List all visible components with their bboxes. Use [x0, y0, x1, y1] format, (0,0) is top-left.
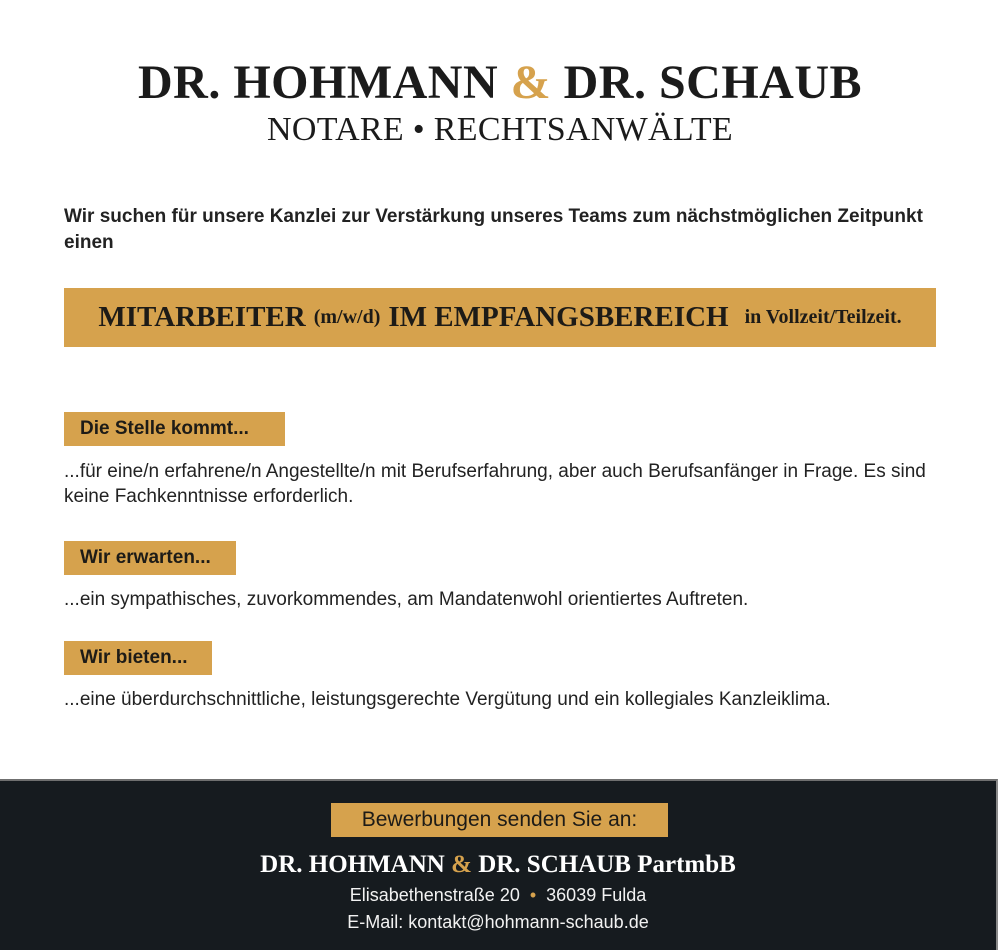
- separator-dot-icon: •: [529, 885, 537, 905]
- letterhead: [0, 56, 1000, 150]
- firm-subtitle: NOTARE • RECHTSANWÄLTE: [267, 111, 733, 148]
- apply-label: Bewerbungen senden Sie an:: [331, 803, 668, 837]
- section-text-position: ...für eine/n erfahrene/n Angestellte/n mit Berufserfahrung, aber auch Berufsanfänger in Frage. Es sind keine Fachkenntnisse erforderlich.: [64, 461, 926, 507]
- contact-footer: [0, 779, 998, 950]
- section-text-offer: ...eine überdurchschnittliche, leistungsgerechte Vergütung und ein kollegiales Kanzleiklima.: [64, 689, 831, 710]
- firm-name-part1: DR. HOHMANN: [138, 56, 511, 109]
- firm-name: [0, 56, 1000, 110]
- job-title-part2: IM EMPFANGSBEREICH: [388, 301, 729, 333]
- section-tag-expectations: Wir erwarten...: [64, 541, 236, 575]
- footer-email[interactable]: E-Mail: kontakt@hohmann-schaub.de: [347, 912, 649, 932]
- schedule-note: in Vollzeit/Teilzeit.: [744, 306, 902, 328]
- footer-firm-part1: DR. HOHMANN: [260, 851, 452, 878]
- footer-firm-name: [0, 849, 996, 881]
- footer-address: [0, 882, 996, 908]
- section-tag-offer: Wir bieten...: [64, 641, 212, 675]
- footer-ampersand: &: [451, 851, 472, 878]
- intro-text: Wir suchen für unsere Kanzlei zur Verstärkung unseres Teams zum nächstmöglichen Zeitpunkt einen: [64, 206, 923, 253]
- ampersand: &: [510, 56, 552, 109]
- job-title-banner: [64, 288, 936, 347]
- section-text-expectations: ...ein sympathisches, zuvorkommendes, am Mandatenwohl orientiertes Auftreten.: [64, 589, 749, 610]
- job-title-part1: MITARBEITER: [98, 301, 306, 333]
- footer-firm-part2: DR. SCHAUB PartmbB: [471, 851, 736, 878]
- street: Elisabethenstraße 20: [349, 885, 520, 905]
- gender-note: (m/w/d): [313, 306, 381, 328]
- city: 36039 Fulda: [546, 885, 647, 905]
- section-tag-position: Die Stelle kommt...: [64, 412, 285, 446]
- firm-name-part2: DR. SCHAUB: [551, 56, 862, 109]
